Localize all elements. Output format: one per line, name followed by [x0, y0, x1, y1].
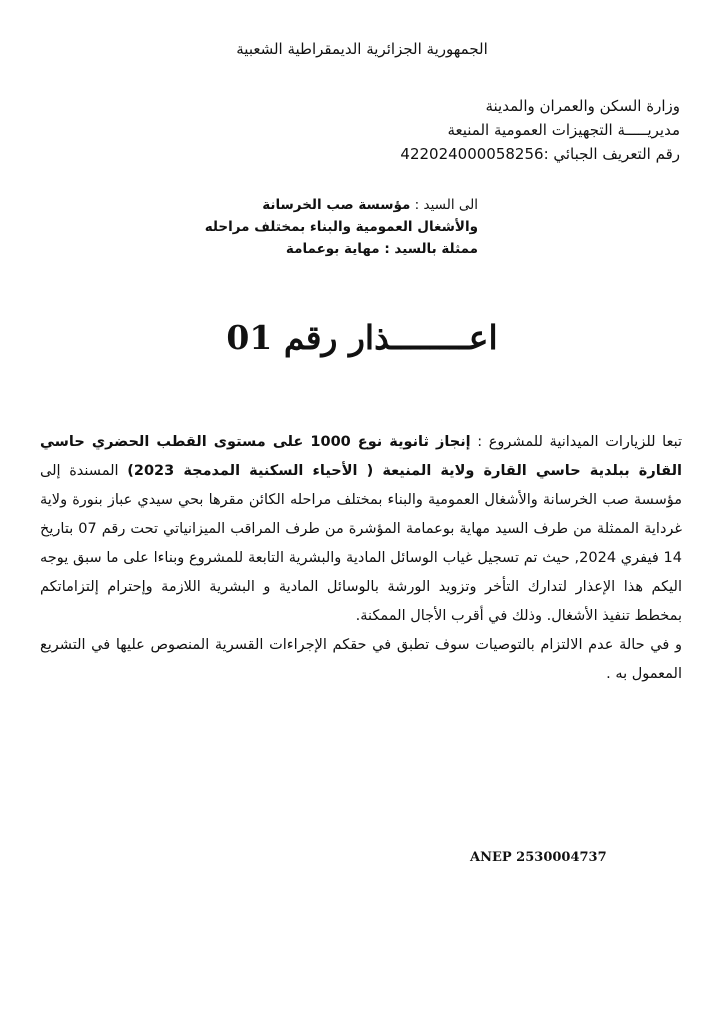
- republic-header: الجمهورية الجزائرية الديمقراطية الشعبية: [236, 40, 488, 58]
- directorate-name: مديريـــــة التجهيزات العمومية المنيعة: [447, 121, 680, 139]
- ministry-name: وزارة السكن والعمران والمدينة: [485, 97, 680, 115]
- body-project-name: إنجاز ثانوية نوع 1000 على مستوى القطب الحضري حاسي القارة ببلدية حاسي القارة ولاية المنيعة ( الأحياء السكنية المدمجة 2023): [40, 434, 682, 479]
- document-title: اعــــــــذار رقم 01: [226, 318, 498, 357]
- recipient-company: مؤسسة صب الخرسانة: [262, 197, 411, 213]
- body-paragraph-rest: المسندة إلى مؤسسة صب الخرسانة والأشغال العمومية والبناء بمختلف مراحله الكائن مقرها بحي سيدي عباز بنورة ولاية غرداية الممثلة من طرف السيد مهاية بوعمامة المؤشرة من طرف المراقب الميزانياتي تحت رقم 07 بتاريخ 14 فيفري 2024, حيث تم تسجيل غياب الوسائل المادية والبشرية التابعة للمشروع وبناءا على ما سبق يوجه اليكم هذا الإعذار لتدارك التأخر وتزويد الورشة بالوسائل المادية و البشرية اللازمة وإحترام إلتزاماتكم بمخطط تنفيذ الأشغال. وذلك في أقرب الأجال الممكنة.: [40, 463, 682, 624]
- recipient-line-3: ممثلة بالسيد : مهاية بوعمامة: [285, 241, 478, 257]
- recipient-block: [98, 194, 478, 260]
- recipient-prefix: الى السيد :: [410, 197, 478, 213]
- body-text: [40, 428, 682, 689]
- body-paragraph-2: و في حالة عدم الالتزام بالتوصيات سوف تطبق في حقكم الإجراءات القسرية المنصوص عليها في التشريع المعمول به .: [40, 637, 682, 682]
- tax-id: رقم التعريف الجبائي :422024000058256: [400, 145, 680, 163]
- body-paragraph-1: [40, 428, 682, 631]
- recipient-line-1: [98, 194, 478, 216]
- body-intro: تبعا للزيارات الميدانية للمشروع :: [470, 434, 682, 450]
- recipient-line-2: والأشغال العمومية والبناء بمختلف مراحله: [204, 219, 478, 235]
- ministry-block: [320, 94, 680, 166]
- anep-reference: ANEP 2530004737: [470, 850, 607, 865]
